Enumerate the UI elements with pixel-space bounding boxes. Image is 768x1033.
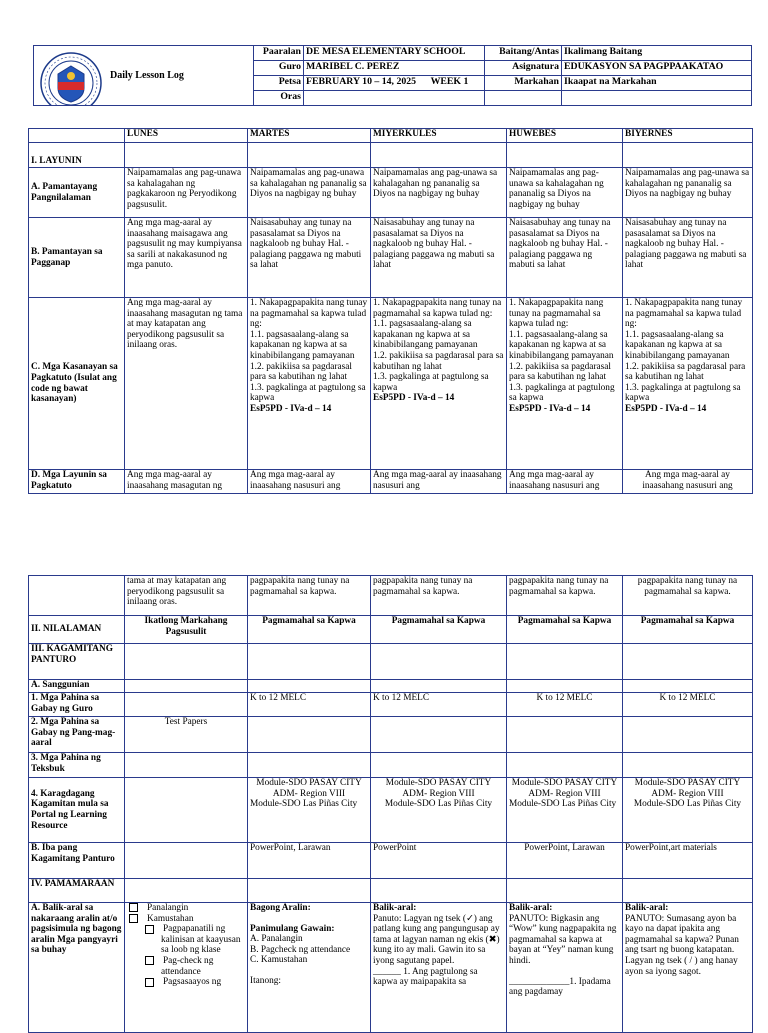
cell-nilalaman-huwebes: Pagmamahal sa Kapwa <box>507 616 623 644</box>
kasanayan-item: 1.2. pakikiisa sa pagdarasal para sa kabutihan ng lahat <box>625 361 746 383</box>
header-label-baitang: Baitang/Antas <box>485 46 562 61</box>
cell-karagdagang-martes <box>248 778 371 843</box>
cell-b-huwebes: Naisasabuhay ang tunay na pasasalamat sa Diyos na nagkaloob ng buhay Hal. - palagiang paggawa ng mabuti sa lahat <box>507 218 623 298</box>
cell-karagdagang-huwebes <box>507 778 623 843</box>
balik-aral-title: Balik-aral: <box>509 903 553 913</box>
day-header-miyerkules: MIYERKULES <box>371 129 507 143</box>
balik-aral-title: Balik-aral: <box>373 903 417 913</box>
cell-mag-aaral-lunes: Test Papers <box>125 717 248 753</box>
cell-c-martes <box>248 298 371 470</box>
kasanayan-item: 1.1. pagsasaalang-alang sa kapakanan ng kapwa at sa kinabibilangang pamayanan <box>509 329 614 361</box>
kasanayan-code: EsP5PD - IVa-d – 14 <box>509 403 591 414</box>
day-header-huwebes: HUWEBES <box>507 129 623 143</box>
day-header-martes: MARTES <box>248 129 371 143</box>
cell-d-cont-lunes: tama at may katapatan ang peryodikong pagsusulit sa inilaang oras. <box>125 576 248 616</box>
cell-a-miyerkules: Naipamamalas ang pag-unawa sa kahalagahan ng pananalig sa Diyos na nagbigay ng buhay <box>371 168 507 218</box>
cell-a-biyernes: Naipamamalas ang pag-unawa sa kahalagahan ng pananalig sa Diyos na nagbigay ng buhay <box>623 168 753 218</box>
cell-nilalaman-lunes: Ikatlong Markahang Pagsusulit <box>125 616 248 644</box>
itanong-label: Itanong: <box>250 975 281 986</box>
cell-guro-huwebes: K to 12 MELC <box>507 693 623 717</box>
cell-iba-miyerkules: PowerPoint <box>371 843 507 879</box>
row-label-nilalaman: II. NILALAMAN <box>29 616 125 644</box>
header-value-asignatura: EDUKASYON SA PAGPPAAKATAO <box>562 61 752 76</box>
cell-guro-martes: K to 12 MELC <box>248 693 371 717</box>
cell-d-cont-martes: pagpapakita nang tunay na pagmamahal sa kapwa. <box>248 576 371 616</box>
cell-a-huwebes: Naipamamalas ang pag-unawa sa kahalagahan ng pananalig sa Diyos na nagbigay ng buhay <box>507 168 623 218</box>
section-layunin: I. LAYUNIN <box>29 143 125 168</box>
row-label-balik-aral: A. Balik-aral sa nakaraang aralin at/o pagsisimula ng bagong aralin Mga pangyayri sa buhay <box>29 903 125 1033</box>
cell-guro-lunes <box>125 693 248 717</box>
cell-d-cont-biyernes: pagpapakita nang tunay na pagmamahal sa kapwa. <box>623 576 753 616</box>
balik-aral-panuto: Panuto: Lagyan ng tsek (✓) ang patlang kung ang pangungusap ay tama at lagyan naman ng ekis (✖) kung ito ay mali. Gawin ito sa iyong sagutang papel. <box>373 913 500 966</box>
resource-line: Module-SDO Las Piñas City <box>633 799 742 810</box>
cell-d-biyernes: Ang mga mag-aaral ay inaasahang nasusuri ang <box>623 470 753 494</box>
resource-line: ADM- Region VIII <box>651 788 724 799</box>
cell-karagdagang-miyerkules <box>371 778 507 843</box>
cell-d-cont-miyerkules: pagpapakita nang tunay na pagmamahal sa kapwa. <box>371 576 507 616</box>
resource-line: ADM- Region VIII <box>272 788 346 799</box>
cell-balik-lunes <box>125 903 248 1033</box>
cell-guro-miyerkules: K to 12 MELC <box>371 693 507 717</box>
panimulang-gawain-title: Panimulang Gawain: <box>250 923 335 934</box>
kasanayan-item: 1.3. pagkalinga at pagtulong sa kapwa <box>625 382 741 404</box>
kasanayan-intro: 1. Nakapagpapakita nang tunay na pagmamahal sa kapwa tulad ng: <box>250 298 368 330</box>
cell-c-lunes: Ang mga mag-aaral ay inaasahang masagutan ng tama at may katapatan ang peryodikong pagsusulit sa inilaang oras. <box>125 298 248 470</box>
header-value-markahan: Ikaapat na Markahan <box>562 76 752 91</box>
kasanayan-item: 1.1. pagsasaalang-alang sa kapakanan ng kapwa at sa kinabibilangang pamayanan <box>250 329 355 361</box>
resource-line: ADM- Region VIII <box>528 788 601 799</box>
header-label-markahan: Markahan <box>485 76 562 91</box>
cell-b-lunes: Ang mga mag-aaral ay inaasahang maisagawa ang pagsusulit ng may kumpiyansa sa sarili at nakakasunod ng mga panuto. <box>125 218 248 298</box>
lesson-table-page1 <box>28 128 753 494</box>
cell-nilalaman-biyernes: Pagmamahal sa Kapwa <box>623 616 753 644</box>
cell-balik-biyernes <box>623 903 753 1033</box>
resource-line: ADM- Region VIII <box>402 788 475 799</box>
cell-balik-miyerkules <box>371 903 507 1033</box>
gawain-item: A. Panalangin <box>250 934 303 945</box>
cell-nilalaman-miyerkules: Pagmamahal sa Kapwa <box>371 616 507 644</box>
cell-d-lunes: Ang mga mag-aaral ay inaasahang masagutan ng <box>125 470 248 494</box>
gawain-item: C. Kamustahan <box>250 955 308 966</box>
kasanayan-item: 1.2. pakikiisa sa pagdarasal para sa kabutihan ng lahat <box>373 350 504 372</box>
cell-c-miyerkules <box>371 298 507 470</box>
corner-cell <box>29 129 125 143</box>
cell-iba-biyernes: PowerPoint,art materials <box>623 843 753 879</box>
header-value-paaralan: DE MESA ELEMENTARY SCHOOL <box>304 46 485 61</box>
cell-a-martes: Naipamamalas ang pag-unawa sa kahalagahan ng pananalig sa Diyos na nagbigay ng buhay <box>248 168 371 218</box>
cell-d-huwebes: Ang mga mag-aaral ay inaasahang nasusuri ang <box>507 470 623 494</box>
header-logo-cell <box>34 46 254 106</box>
kasanayan-item: 1.1. pagsasaalang-alang sa kapakanan ng kapwa at sa kinabibilangang pamayanan <box>625 329 730 361</box>
checklist-item: Pagsasaayos ng <box>127 977 245 988</box>
checklist-item: Pagpapanatili ng kalinisan at kaayusan sa loob ng klase <box>127 924 245 956</box>
checkbox-icon <box>129 903 138 912</box>
lesson-table-page2 <box>28 575 753 1033</box>
checkbox-icon <box>129 914 138 923</box>
row-label-iba-pang-kagamitan: B. Iba pang Kagamitang Panturo <box>29 843 125 879</box>
kasanayan-item: 1.2. pakikiisa sa pagdarasal para sa kabutihan ng lahat <box>250 361 352 383</box>
kasanayan-intro: 1. Nakapagpapakita nang tunay na pagmamahal sa kapwa tulad ng: <box>625 298 743 330</box>
header-value-guro: MARIBEL C. PEREZ <box>304 61 485 76</box>
checkbox-icon <box>145 956 154 965</box>
balik-aral-item: _____________1. Ipadama ang pagdamay <box>509 976 611 998</box>
gawain-item: B. Pagcheck ng attendance <box>250 944 351 955</box>
kasanayan-intro: 1. Nakapagpapakita nang tunay na pagmamahal sa kapwa tulad ng: <box>373 298 502 319</box>
cell-iba-huwebes: PowerPoint, Larawan <box>507 843 623 879</box>
cell-d-martes: Ang mga mag-aaral ay inaasahang nasusuri ang <box>248 470 371 494</box>
balik-aral-title: Balik-aral: <box>625 903 669 913</box>
kasanayan-item: 1.1. pagsasaalang-alang sa kapakanan ng kapwa at sa kinabibilangang pamayanan <box>373 319 478 351</box>
cell-karagdagang-biyernes <box>623 778 753 843</box>
header-label-oras: Oras <box>254 91 304 106</box>
kasanayan-item: 1.3. pagkalinga at pagtulong sa kapwa <box>373 372 489 393</box>
header-label-guro: Guro <box>254 61 304 76</box>
cell-b-biyernes: Naisasabuhay ang tunay na pasasalamat sa Diyos na nagkaloob ng buhay Hal. - palagiang paggawa ng mabuti sa lahat <box>623 218 753 298</box>
kasanayan-code: EsP5PD - IVa-d – 14 <box>250 403 332 414</box>
row-label-pamamaraan: IV. PAMAMARAAN <box>29 879 125 903</box>
header-label-petsa: Petsa <box>254 76 304 91</box>
cell-a-lunes: Naipamamalas ang pag-unawa sa kahalagahan ng pagkakaroon ng Peryodikong pagsusulit. <box>125 168 248 218</box>
header-label-paaralan: Paaralan <box>254 46 304 61</box>
header-empty-cell <box>485 91 562 106</box>
row-label-pamantayang-pangnilalaman: A. Pamantayang Pangnilalaman <box>29 168 125 218</box>
cell-balik-martes <box>248 903 371 1033</box>
balik-aral-panuto: PANUTO: Sumasang ayon ba kayo na dapat ipakita ang pagmamahal sa kapwa? Punan ang tsart ng buong katapatan. Lagyan ng tsek ( / ) ang hanay ayon sa iyong sagot. <box>625 913 739 977</box>
row-label-layunin-sa-pagkatuto: D. Mga Layunin sa Pagkatuto <box>29 470 125 494</box>
header-empty-cell <box>562 91 752 106</box>
header-value-baitang: Ikalimang Baitang <box>562 46 752 61</box>
kasanayan-item: 1.3. pagkalinga at pagtulong sa kapwa <box>509 382 615 404</box>
resource-line: Module-SDO Las Piñas City <box>384 799 493 810</box>
cell-nilalaman-martes: Pagmamahal sa Kapwa <box>248 616 371 644</box>
kasanayan-intro: 1. Nakapagpapakita nang tunay na pagmamahal sa kapwa tulad ng: <box>509 298 604 330</box>
day-header-biyernes: BIYERNES <box>623 129 753 143</box>
checkbox-icon <box>145 925 154 934</box>
resource-line: Module-SDO Las Piñas City <box>509 799 617 810</box>
row-label-kagamitang-panturo: III. KAGAMITANG PANTURO <box>29 644 125 680</box>
cell-b-martes: Naisasabuhay ang tunay na pasasalamat sa Diyos na nagkaloob ng buhay Hal. - palagiang paggawa ng mabuti sa lahat <box>248 218 371 298</box>
header-table <box>33 45 752 106</box>
resource-line: Module-SDO PASAY CITY <box>256 778 362 788</box>
kasanayan-item: 1.2. pakikiisa sa pagdarasal para sa kabutihan ng lahat <box>509 361 611 383</box>
cell-iba-martes: PowerPoint, Larawan <box>248 843 371 879</box>
header-title: Daily Lesson Log <box>110 70 184 81</box>
checklist-item: Kamustahan <box>127 914 245 925</box>
row-label-kasanayan: C. Mga Kasanayan sa Pagkatuto (Isulat ang code ng bawat kasanayan) <box>29 298 125 470</box>
balik-aral-item: ______ 1. Ang pagtulong sa kapwa ay maipapakita sa <box>373 966 478 988</box>
row-label-karagdagang-kagamitan: 4. Karagdagang Kagamitan mula sa Portal ng Learning Resource <box>29 778 125 843</box>
checklist-item: Pag-check ng attendance <box>127 956 245 977</box>
header-label-asignatura: Asignatura <box>485 61 562 76</box>
resource-line: Module-SDO PASAY CITY <box>511 778 618 788</box>
bagong-aralin-title: Bagong Aralin: <box>250 903 311 913</box>
cell-b-miyerkules: Naisasabuhay ang tunay na pasasalamat sa Diyos na nagkaloob ng buhay Hal. - palagiang paggawa ng mabuti sa lahat <box>371 218 507 298</box>
header-value-oras <box>304 91 485 106</box>
cell-c-huwebes <box>507 298 623 470</box>
cell-guro-biyernes: K to 12 MELC <box>623 693 753 717</box>
cell-d-miyerkules: Ang mga mag-aaral ay inaasahang nasusuri ang <box>371 470 507 494</box>
cell-balik-huwebes <box>507 903 623 1033</box>
balik-aral-panuto: PANUTO: Bigkasin ang “Wow” kung nagpapakita ng pagmamahal sa kapwa at bayan at “Yey” naman kung hindi. <box>509 913 617 966</box>
checklist-item: Panalangin <box>127 903 245 914</box>
kasanayan-code: EsP5PD - IVa-d – 14 <box>625 403 707 414</box>
header-value-petsa: FEBRUARY 10 – 14, 2025 WEEK 1 <box>304 76 485 91</box>
deped-seal-icon <box>40 52 102 106</box>
cell-c-biyernes <box>623 298 753 470</box>
row-label-sanggunian: A. Sanggunian <box>29 680 125 693</box>
row-label-teksbuk: 3. Mga Pahina ng Teksbuk <box>29 753 125 778</box>
cell-d-cont-huwebes: pagpapakita nang tunay na pagmamahal sa kapwa. <box>507 576 623 616</box>
row-label-gabay-mag-aaral: 2. Mga Pahina sa Gabay ng Pang-mag-aaral <box>29 717 125 753</box>
resource-line: Module-SDO Las Piñas City <box>250 799 358 810</box>
checkbox-icon <box>145 978 154 987</box>
resource-line: Module-SDO PASAY CITY <box>634 778 741 788</box>
row-label-gabay-guro: 1. Mga Pahina sa Gabay ng Guro <box>29 693 125 717</box>
kasanayan-code: EsP5PD - IVa-d – 14 <box>373 393 455 404</box>
resource-line: Module-SDO PASAY CITY <box>385 778 492 788</box>
day-header-lunes: LUNES <box>125 129 248 143</box>
row-label-pamantayan-sa-pagganap: B. Pamantayan sa Pagganap <box>29 218 125 298</box>
kasanayan-item: 1.3. pagkalinga at pagtulong sa kapwa <box>250 382 366 404</box>
